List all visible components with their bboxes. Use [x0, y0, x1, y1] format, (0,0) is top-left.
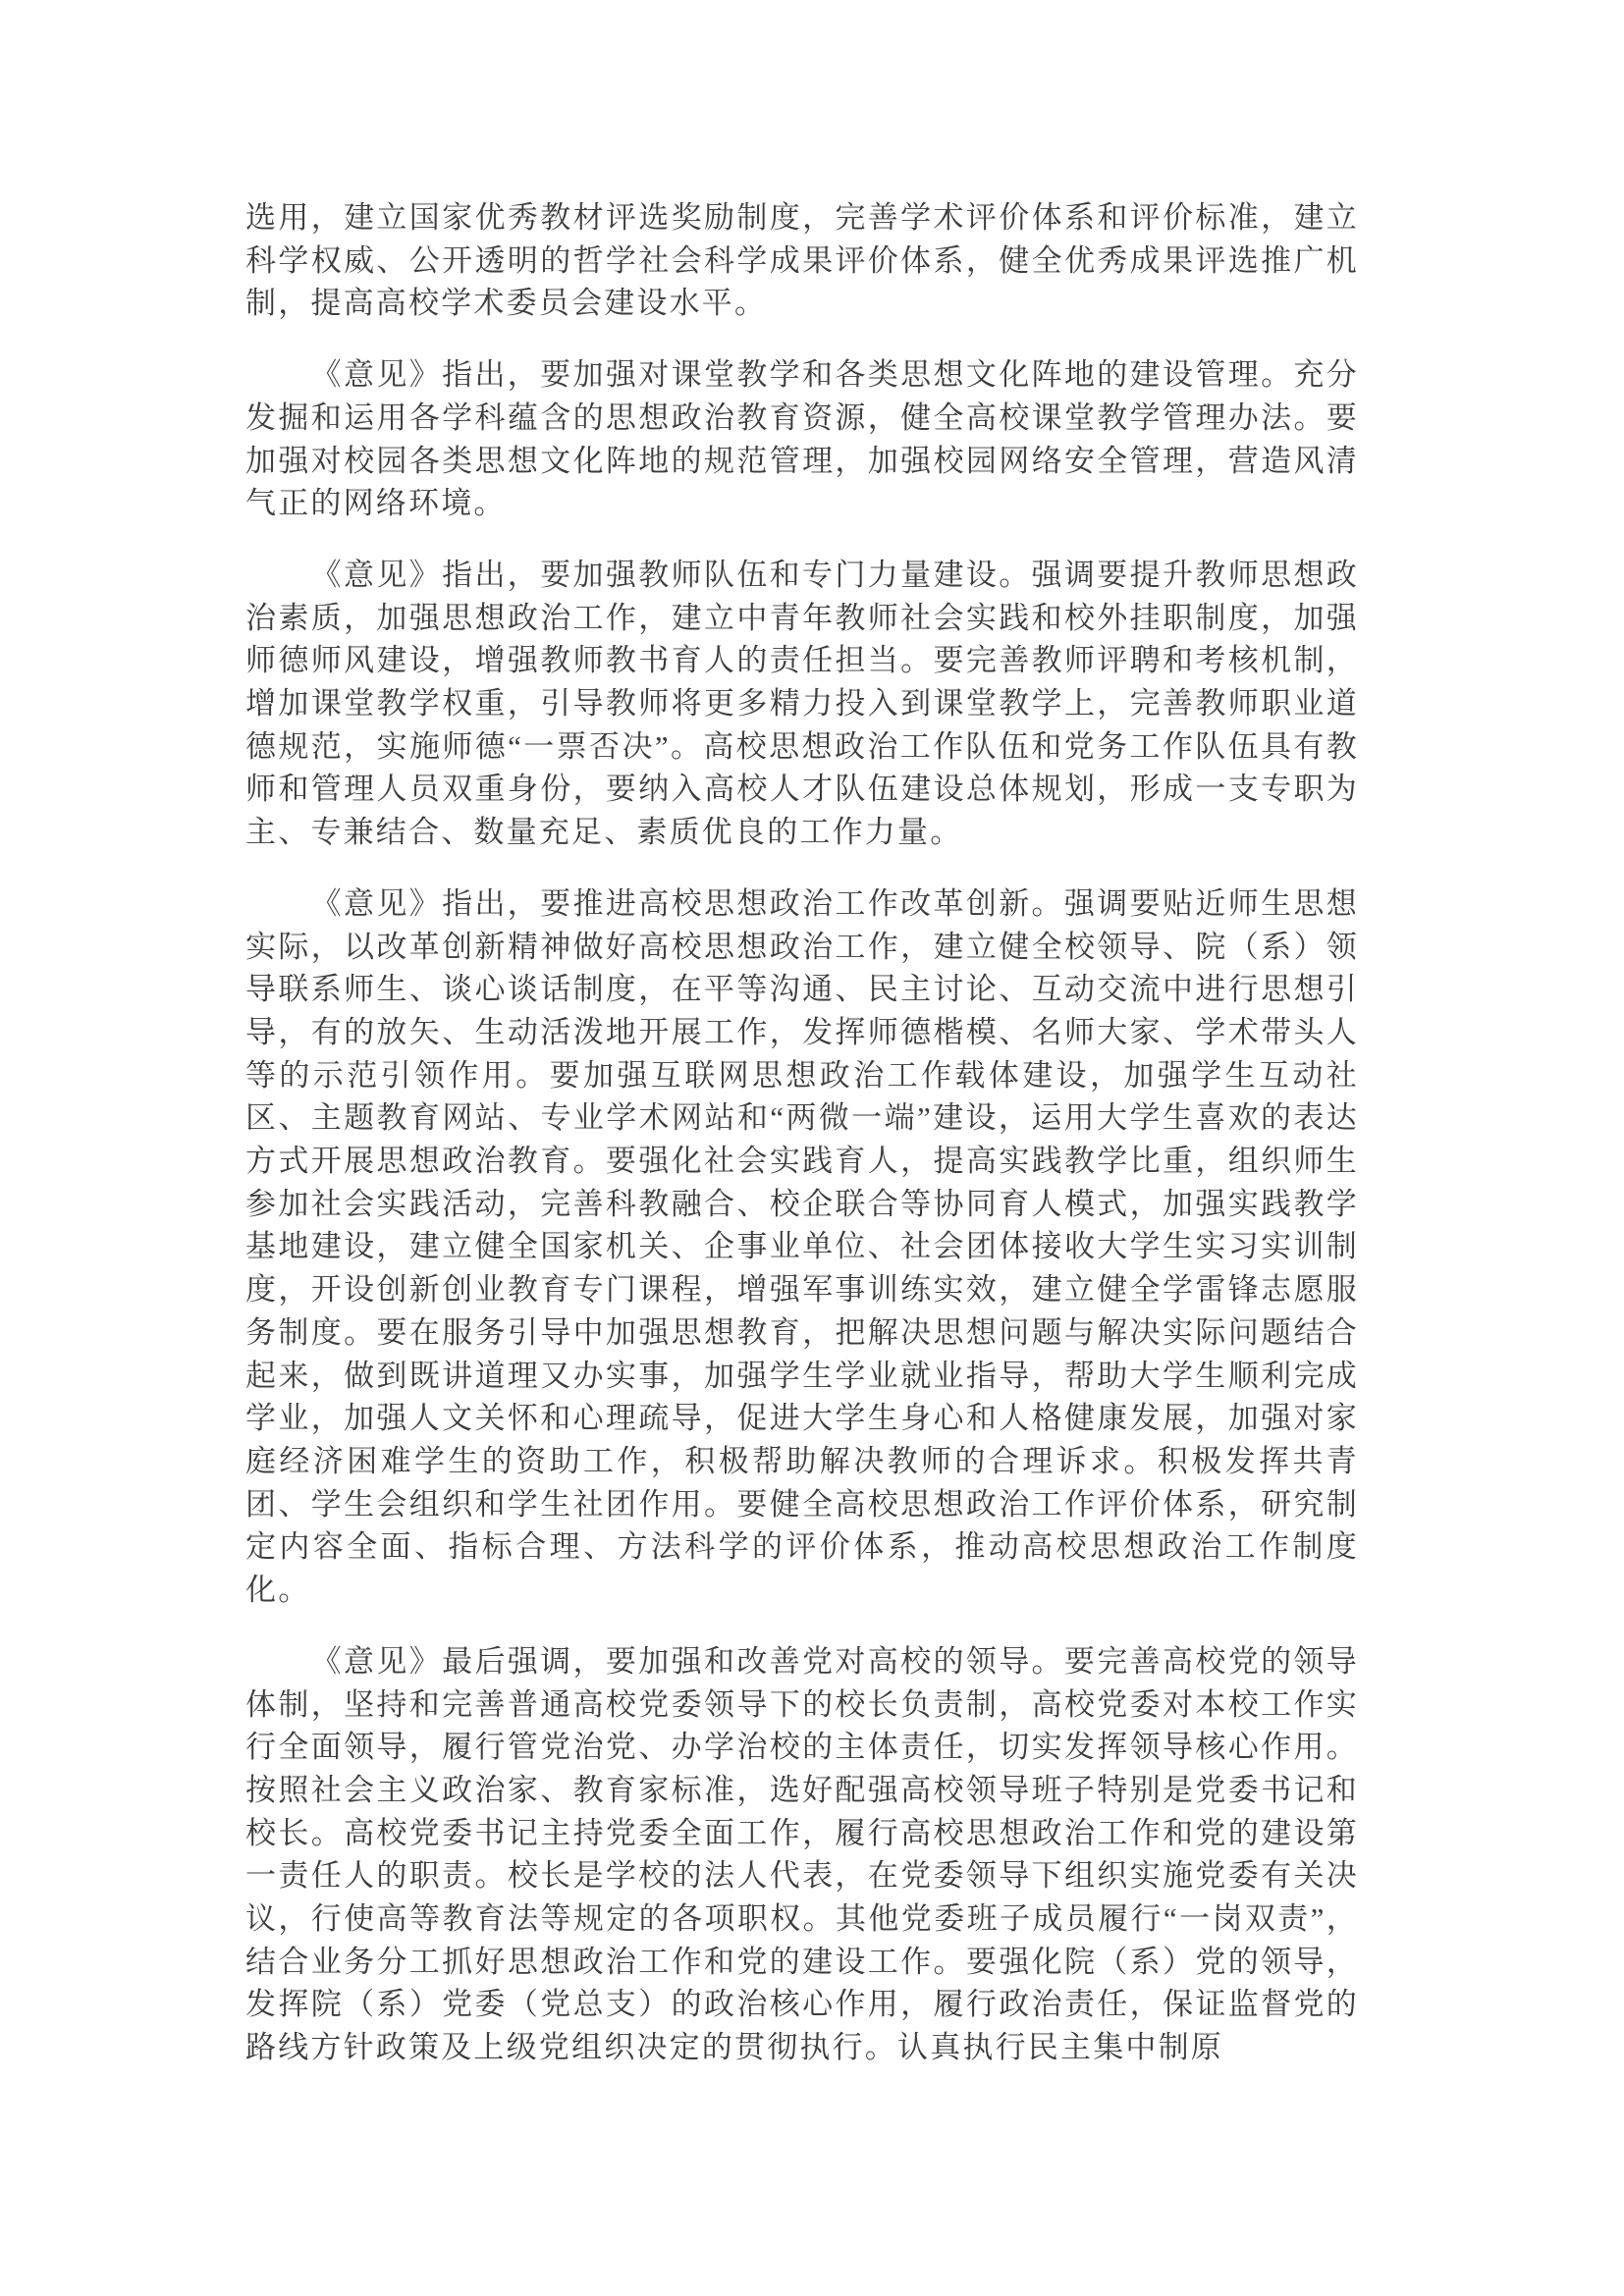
paragraph-classroom-management: 《意见》指出，要加强对课堂教学和各类思想文化阵地的建设管理。充分发掘和运用各学科蕴含的思想政治教育资源，健全高校课堂教学管理办法。要加强对校园各类思想文化阵地的规范管理，加强校园网络安全管理，营造风清气正的网络环境。: [245, 357, 1359, 521]
paragraph-continuation: 选用，建立国家优秀教材评选奖励制度，完善学术评价体系和评价标准，建立科学权威、公开透明的哲学社会科学成果评价体系，健全优秀成果评选推广机制，提高高校学术委员会建设水平。: [245, 200, 1359, 321]
paragraph-party-leadership: 《意见》最后强调，要加强和改善党对高校的领导。要完善高校党的领导体制，坚持和完善普通高校党委领导下的校长负责制，高校党委对本校工作实行全面领导，履行管党治党、办学治校的主体责任，切实发挥领导核心作用。按照社会主义政治家、教育家标准，选好配强高校领导班子特别是党委书记和校长。高校党委书记主持党委全面工作，履行高校思想政治工作和党的建设第一责任人的职责。校长是学校的法人代表，在党委领导下组织实施党委有关决议，行使高等教育法等规定的各项职权。其他党委班子成员履行“一岗双责”，结合业务分工抓好思想政治工作和党的建设工作。要强化院（系）党的领导，发挥院（系）党委（党总支）的政治核心作用，履行政治责任，保证监督党的路线方针政策及上级党组织决定的贯彻执行。认真执行民主集中制原: [245, 1643, 1359, 2065]
document-text-body: [245, 196, 1359, 2069]
paragraph-teacher-workforce: 《意见》指出，要加强教师队伍和专门力量建设。强调要提升教师思想政治素质，加强思想政治工作，建立中青年教师社会实践和校外挂职制度，加强师德师风建设，增强教师教书育人的责任担当。要完善教师评聘和考核机制，增加课堂教学权重，引导教师将更多精力投入到课堂教学上，完善教师职业道德规范，实施师德“一票否决”。高校思想政治工作队伍和党务工作队伍具有教师和管理人员双重身份，要纳入高校人才队伍建设总体规划，形成一支专职为主、专兼结合、数量充足、素质优良的工作力量。: [245, 557, 1359, 850]
paragraph-reform-innovation: 《意见》指出，要推进高校思想政治工作改革创新。强调要贴近师生思想实际，以改革创新精神做好高校思想政治工作，建立健全校领导、院（系）领导联系师生、谈心谈话制度，在平等沟通、民主讨论、互动交流中进行思想引导，有的放矢、生动活泼地开展工作，发挥师德楷模、名师大家、学术带头人等的示范引领作用。要加强互联网思想政治工作载体建设，加强学生互动社区、主题教育网站、专业学术网站和“两微一端”建设，运用大学生喜欢的表达方式开展思想政治教育。要强化社会实践育人，提高实践教学比重，组织师生参加社会实践活动，完善科教融合、校企联合等协同育人模式，加强实践教学基地建设，建立健全国家机关、企事业单位、社会团体接收大学生实习实训制度，开设创新创业教育专门课程，增强军事训练实效，建立健全学雷锋志愿服务制度。要在服务引导中加强思想教育，把解决思想问题与解决实际问题结合起来，做到既讲道理又办实事，加强学生学业就业指导，帮助大学生顺利完成学业，加强人文关怀和心理疏导，促进大学生身心和人格健康发展，加强对家庭经济困难学生的资助工作，积极帮助解决教师的合理诉求。积极发挥共青团、学生会组织和学生社团作用。要健全高校思想政治工作评价体系，研究制定内容全面、指标合理、方法科学的评价体系，推动高校思想政治工作制度化。: [245, 885, 1359, 1608]
